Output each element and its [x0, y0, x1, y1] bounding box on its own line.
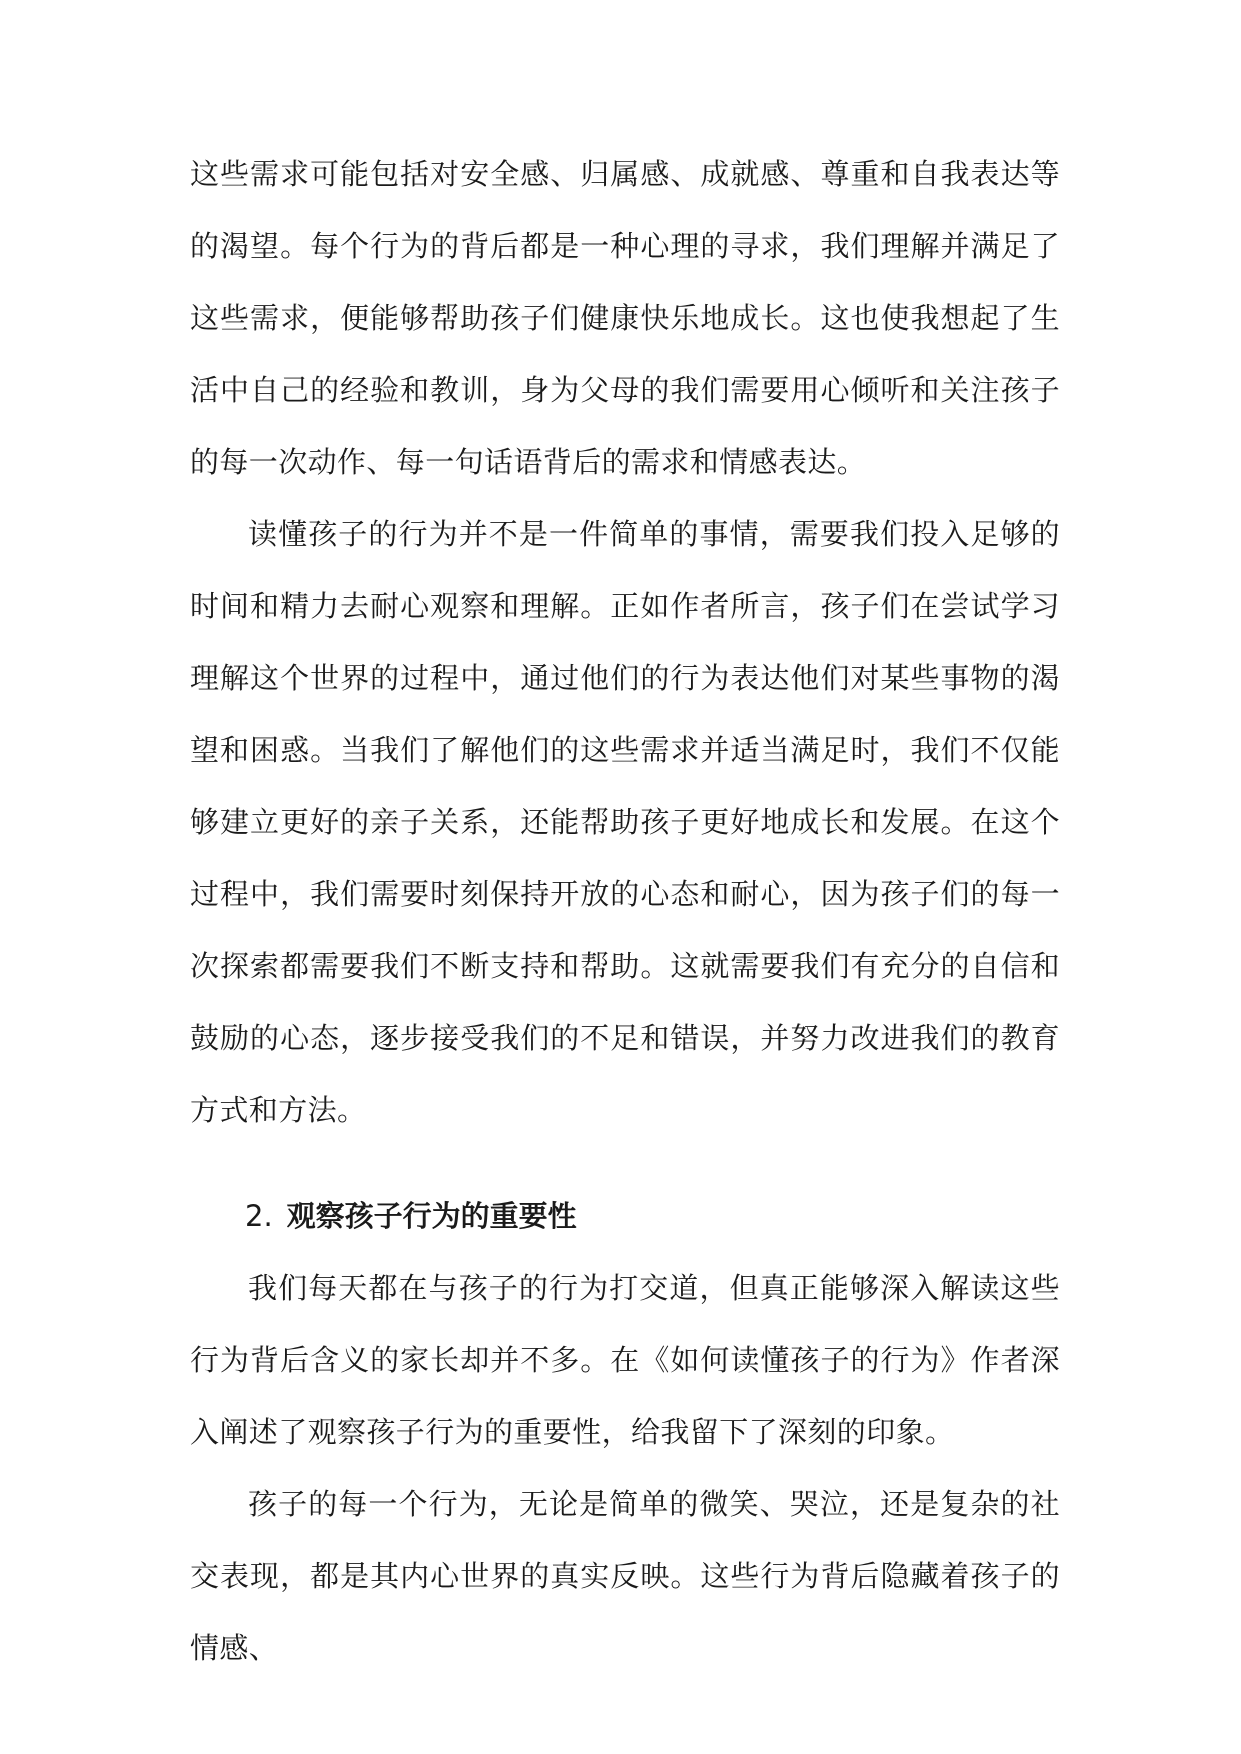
- document-page: [190, 138, 1060, 1684]
- paragraph-daily-behavior: 我们每天都在与孩子的行为打交道，但真正能够深入解读这些行为背后含义的家长却并不多。在《如何读懂孩子的行为》作者深入阐述了观察孩子行为的重要性，给我留下了深刻的印象。: [190, 1271, 1060, 1449]
- paragraph-understanding-behavior: 读懂孩子的行为并不是一件简单的事情，需要我们投入足够的时间和精力去耐心观察和理解。正如作者所言，孩子们在尝试学习理解这个世界的过程中，通过他们的行为表达他们对某些事物的渴望和困惑。当我们了解他们的这些需求并适当满足时，我们不仅能够建立更好的亲子关系，还能帮助孩子更好地成长和发展。在这个过程中，我们需要时刻保持开放的心态和耐心，因为孩子们的每一次探索都需要我们不断支持和帮助。这就需要我们有充分的自信和鼓励的心态，逐步接受我们的不足和错误，并努力改进我们的教育方式和方法。: [190, 517, 1060, 1127]
- section-heading: [190, 1180, 1060, 1252]
- paragraph-continuation: 这些需求可能包括对安全感、归属感、成就感、尊重和自我表达等的渴望。每个行为的背后都是一种心理的寻求，我们理解并满足了这些需求，便能够帮助孩子们健康快乐地成长。这也使我想起了生活中自己的经验和教训，身为父母的我们需要用心倾听和关注孩子的每一次动作、每一句话语背后的需求和情感表达。: [190, 157, 1060, 479]
- section-number: 2.: [245, 1199, 273, 1233]
- section-title: 观察孩子行为的重要性: [286, 1199, 577, 1233]
- paragraph-every-behavior: 孩子的每一个行为，无论是简单的微笑、哭泣，还是复杂的社交表现，都是其内心世界的真实反映。这些行为背后隐藏着孩子的情感、: [190, 1487, 1060, 1665]
